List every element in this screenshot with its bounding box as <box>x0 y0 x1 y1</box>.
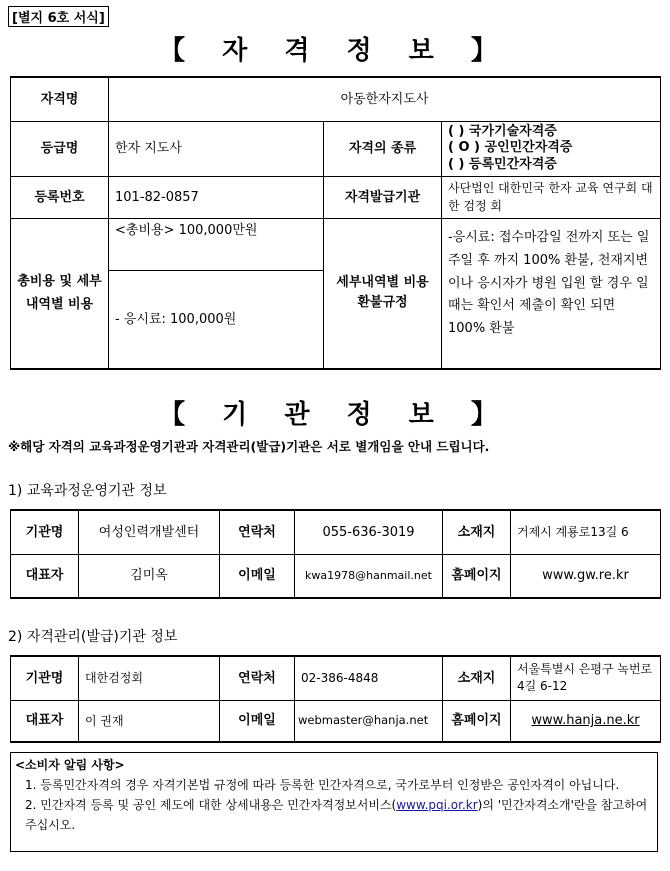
notice-line-2 <box>15 795 653 835</box>
edu-homepage-label: 홈페이지 <box>443 554 511 598</box>
type-option-registered: ( ) 등록민간자격증 <box>448 157 557 173</box>
issuer-value: 사단법인 대한민국 한자 교육 연구회 대한 검정 회 <box>442 177 661 219</box>
notice-line-2-pre: 2. 민간자격 등록 및 공인 제도에 대한 상세내용은 민간자격정보서비스( <box>25 798 397 812</box>
notice-line-2-post: )의 '민간자격소개'란을 참고하여 주십시오. <box>25 798 648 832</box>
qual-title: 【 자 격 정 보 】 <box>159 36 511 66</box>
edu-contact-value: 055-636-3019 <box>295 510 443 554</box>
edu-homepage-value: www.gw.re.kr <box>511 554 661 598</box>
mgmt-org-table <box>10 655 661 743</box>
qual-name-label: 자격명 <box>11 77 109 121</box>
cost-label: 총비용 및 세부내역별 비용 <box>11 219 109 369</box>
type-options <box>442 121 661 177</box>
refund-label: 세부내역별 비용 환불규정 <box>324 219 442 369</box>
edu-location-value: 거제시 계룡로13길 6 <box>511 510 661 554</box>
cost-total: <총비용> 100,000만원 <box>109 219 324 271</box>
type-label: 자격의 종류 <box>324 121 442 177</box>
issuer-label: 자격발급기관 <box>324 177 442 219</box>
reg-label: 등록번호 <box>11 177 109 219</box>
edu-org-label: 기관명 <box>11 510 79 554</box>
edu-rep-value: 김미옥 <box>79 554 220 598</box>
mgmt-org-label: 기관명 <box>11 656 79 700</box>
edu-org-table <box>10 509 661 599</box>
reg-value: 101-82-0857 <box>109 177 324 219</box>
consumer-notice <box>10 752 658 852</box>
edu-email-label: 이메일 <box>220 554 295 598</box>
mgmt-rep-value: 이 권재 <box>79 700 220 742</box>
mgmt-homepage-label: 홈페이지 <box>443 700 511 742</box>
mgmt-location-value: 서울특별시 은평구 녹번로 4길 6-12 <box>511 656 661 700</box>
pqi-link[interactable]: www.pqi.or.kr <box>396 798 478 812</box>
grade-label: 등급명 <box>11 121 109 177</box>
grade-value: 한자 지도사 <box>109 121 324 177</box>
mgmt-location-label: 소재지 <box>443 656 511 700</box>
mgmt-homepage-link[interactable]: www.hanja.ne.kr <box>531 713 640 728</box>
edu-rep-label: 대표자 <box>11 554 79 598</box>
mgmt-section-title: 2) 자격관리(발급)기관 정보 <box>8 629 178 645</box>
mgmt-email-value: webmaster@hanja.net <box>295 700 443 742</box>
org-title: 【 기 관 정 보 】 <box>159 400 511 430</box>
org-note: ※해당 자격의 교육과정운영기관과 자격관리(발급)기관은 서로 별개임을 안내 드립니다. <box>8 439 490 454</box>
mgmt-email-label: 이메일 <box>220 700 295 742</box>
notice-line-1: 1. 등록민간자격의 경우 자격기본법 규정에 따라 등록한 민간자격으로, 국가로부터 인정받은 공인자격이 아닙니다. <box>25 778 620 792</box>
mgmt-org-value: 대한검정회 <box>79 656 220 700</box>
edu-org-value: 여성인력개발센터 <box>79 510 220 554</box>
type-option-certified: ( O ) 공인민간자격증 <box>448 140 573 156</box>
qualification-table <box>10 76 661 370</box>
mgmt-homepage-cell <box>511 700 661 742</box>
edu-section-title: 1) 교육과정운영기관 정보 <box>8 483 167 499</box>
edu-email-value: kwa1978@hanmail.net <box>295 554 443 598</box>
notice-title: <소비자 알림 사항> <box>15 758 125 772</box>
cost-detail: - 응시료: 100,000원 <box>109 271 324 369</box>
mgmt-contact-label: 연락처 <box>220 656 295 700</box>
type-option-national: ( ) 국가기술자격증 <box>448 123 557 139</box>
mgmt-rep-label: 대표자 <box>11 700 79 742</box>
edu-location-label: 소재지 <box>443 510 511 554</box>
edu-contact-label: 연락처 <box>220 510 295 554</box>
mgmt-contact-value: 02-386-4848 <box>295 656 443 700</box>
refund-value: -응시료: 접수마감일 전까지 또는 일주일 후 까지 100% 환불, 천재지변이나 응시자가 병원 입원 할 경우 일 때는 확인서 제출이 확인 되면 100% 환불 <box>442 219 661 369</box>
form-label: [별지 6호 서식] <box>8 6 109 27</box>
qual-name-value: 아동한자지도사 <box>109 77 661 121</box>
